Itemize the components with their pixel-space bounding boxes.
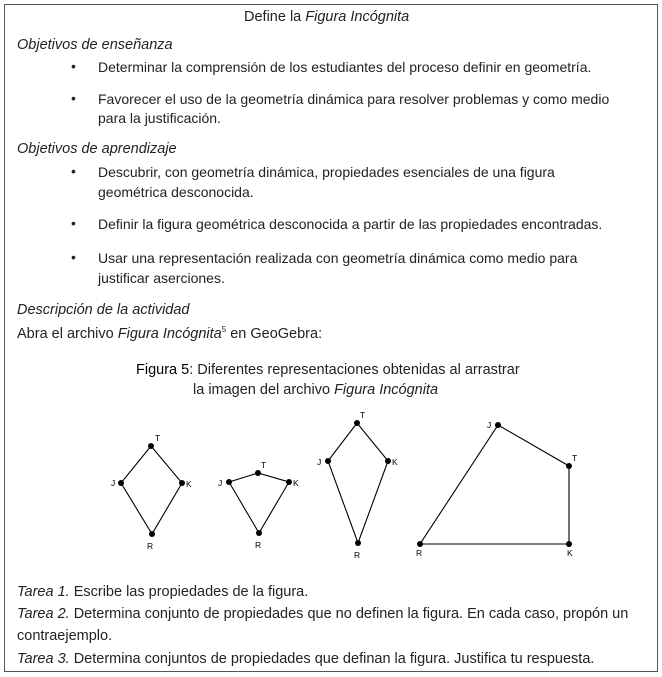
teaching-heading: Objetivos de enseñanza xyxy=(17,37,173,53)
learning-bullet-3-cont: justificar aserciones. xyxy=(98,270,225,286)
learning-bullet-3: Usar una representación realizada con geometría dinámica como medio para xyxy=(98,250,578,266)
bullet: • xyxy=(71,215,76,231)
task-1: Tarea 1. Escribe las propiedades de la figura. xyxy=(17,584,309,600)
learning-heading: Objetivos de aprendizaje xyxy=(17,141,177,157)
task-3: Tarea 3. Determina conjuntos de propiedades que definan la figura. Justifica tu respuesta. xyxy=(17,651,595,667)
learning-bullet-1-cont: geométrica desconocida. xyxy=(98,184,254,200)
label-T: T xyxy=(155,433,161,443)
quadrilateral-4 xyxy=(420,425,569,544)
bullet: • xyxy=(71,90,76,106)
quadrilateral-2 xyxy=(229,473,289,533)
label-K: K xyxy=(186,479,192,489)
label-R: R xyxy=(354,550,361,560)
teaching-bullet-1: Determinar la comprensión de los estudiantes del proceso definir en geometría. xyxy=(98,59,592,75)
activity-heading: Descripción de la actividad xyxy=(17,302,190,318)
quadrilateral-1 xyxy=(121,446,182,534)
label-K: K xyxy=(567,548,573,558)
label-R: R xyxy=(255,540,262,550)
label-J: J xyxy=(218,478,223,488)
bullet: • xyxy=(71,249,76,265)
page-title: Define la Figura Incógnita xyxy=(244,9,410,25)
label-T: T xyxy=(572,453,578,463)
quadrilateral-3 xyxy=(328,423,388,543)
activity-text: Abra el archivo Figura Incógnita$^5$ en GeoGebra: xyxy=(17,325,323,342)
task-2-cont: contraejemplo. xyxy=(17,628,113,644)
task-2: Tarea 2. Determina conjunto de propiedades que no definen la figura. En cada caso, propón un xyxy=(17,606,629,622)
label-J: J xyxy=(487,420,492,430)
figure-5-shapes xyxy=(0,400,662,570)
label-J: J xyxy=(317,457,322,467)
label-T: T xyxy=(261,460,267,470)
learning-bullet-1: Descubrir, con geometría dinámica, propiedades esenciales de una figura xyxy=(98,164,555,180)
teaching-bullet-2: Favorecer el uso de la geometría dinámica para resolver problemas y como medio xyxy=(98,91,610,107)
learning-bullet-2: Definir la figura geométrica desconocida a partir de las propiedades encontradas. xyxy=(98,216,603,232)
label-R: R xyxy=(416,548,423,558)
bullet: • xyxy=(71,58,76,74)
label-J: J xyxy=(111,478,116,488)
label-K: K xyxy=(293,478,299,488)
figure-caption-line2: la imagen del archivo Figura Incógnita xyxy=(193,382,439,398)
figure-caption: Figura 5: Diferentes representaciones obtenidas al arrastrar xyxy=(136,362,520,378)
bullet: • xyxy=(71,163,76,179)
teaching-bullet-2-cont: para la justificación. xyxy=(98,110,221,126)
label-R: R xyxy=(147,541,154,551)
label-K: K xyxy=(392,457,398,467)
label-T: T xyxy=(360,410,366,420)
